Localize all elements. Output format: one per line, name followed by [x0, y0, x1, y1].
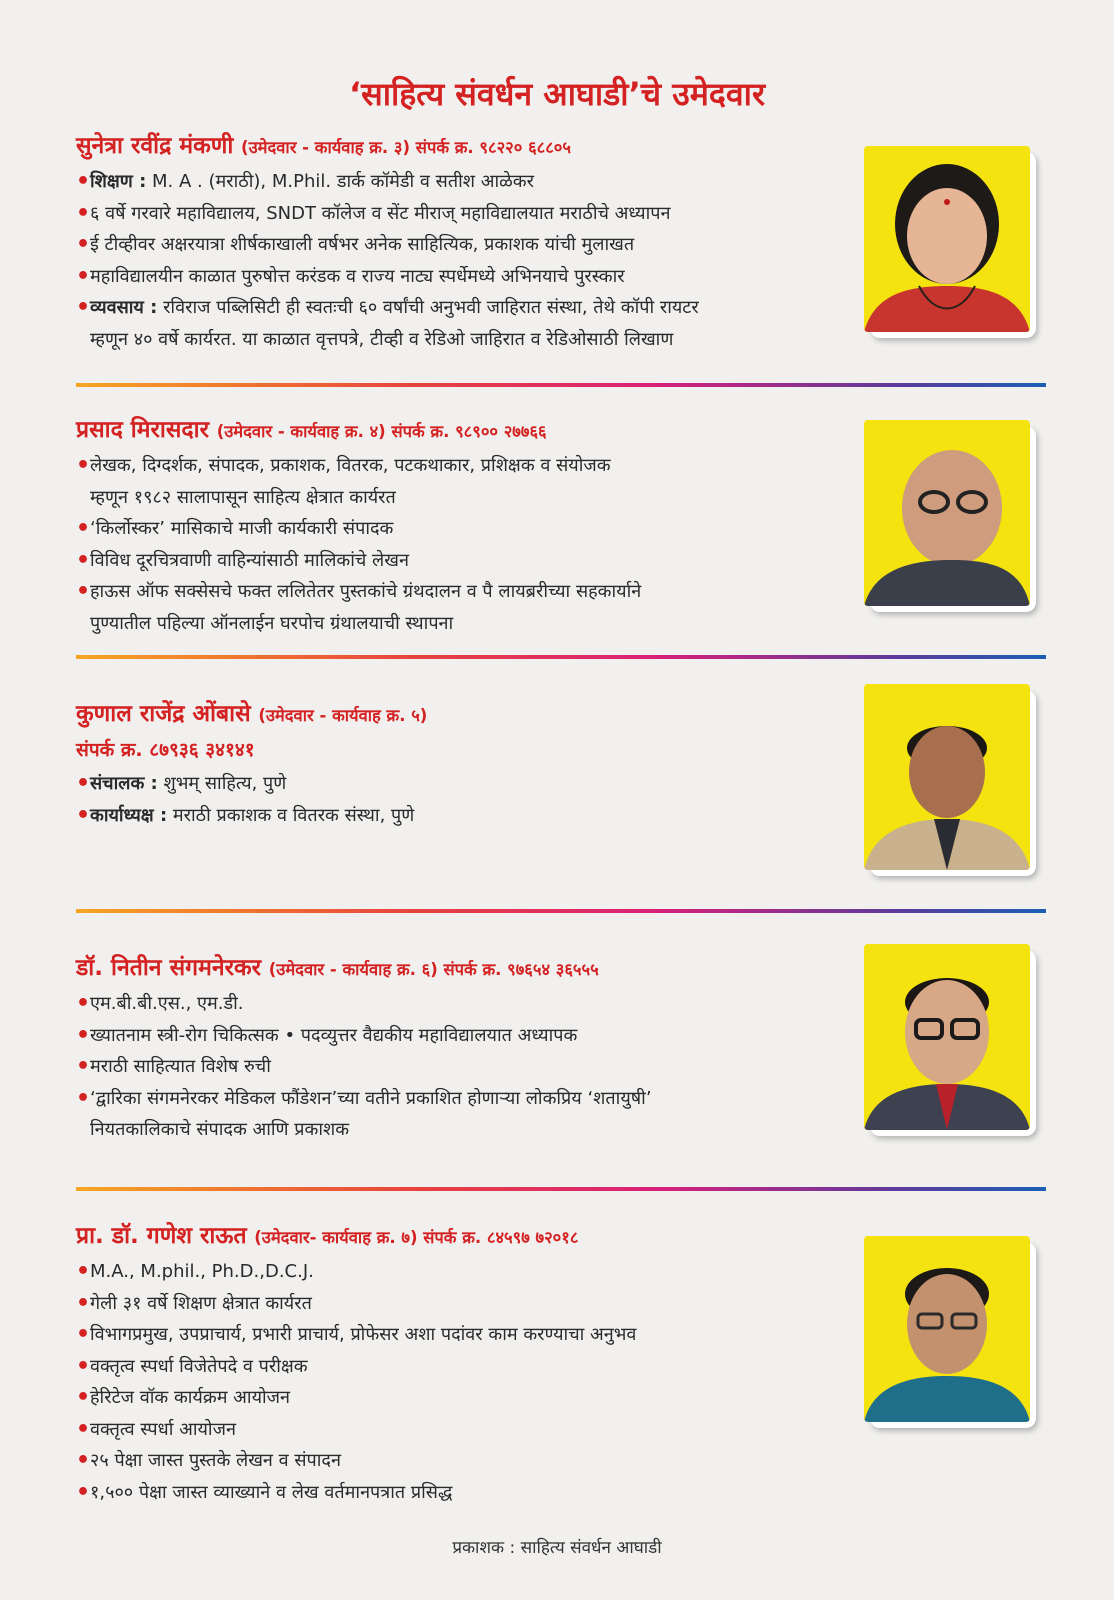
list-item	[76, 1477, 776, 1509]
candidate-points	[76, 450, 776, 639]
point-text-continued: नियतकालिकाचे संपादक आणि प्रकाशक	[90, 1119, 350, 1140]
footer-publisher: प्रकाशक : साहित्य संवर्धन आघाडी	[452, 1538, 662, 1558]
point-text: २५ पेक्षा जास्त पुस्तके लेखन व संपादन	[90, 1450, 341, 1471]
candidate-name: प्रा. डॉ. गणेश राऊत	[76, 1223, 247, 1249]
point-label: कार्याध्यक्ष :	[90, 804, 168, 826]
list-item	[76, 545, 776, 577]
candidate-photo-1	[864, 146, 1034, 336]
list-item	[76, 1382, 776, 1414]
point-text: ६ वर्षे गरवारे महाविद्यालय, SNDT कॉलेज व सेंट मीराज् महाविद्यालयात मराठीचे अध्यापन	[90, 202, 671, 224]
point-text: महाविद्यालयीन काळात पुरुषोत्त करंडक व राज्य नाट्य स्पर्धेमध्ये अभिनयाचे पुरस्कार	[90, 265, 625, 287]
section-divider	[76, 383, 1046, 387]
point-text: ‘द्वारिका संगमनेरकर मेडिकल फौंडेशन’च्या वतीने प्रकाशित होणाऱ्या लोकप्रिय ‘शतायुषी’	[90, 1087, 652, 1109]
candidate-name: सुनेत्रा रवींद्र मंकणी	[76, 133, 234, 159]
point-text: विभागप्रमुख, उपप्राचार्य, प्रभारी प्राचार्य, प्रोफेसर अशा पदांवर काम करण्याचा अनुभव	[90, 1324, 637, 1345]
point-text: हाऊस ऑफ सक्सेसचे फक्त ललितेतर पुस्तकांचे ग्रंथदालन व पै लायब्ररीच्या सहकार्याने	[90, 581, 642, 602]
candidate-meta: (उमेदवार - कार्यवाह क्र. ५)	[258, 706, 428, 725]
page-title: ‘साहित्य संवर्धन आघाडी’चे उमेदवार	[348, 75, 766, 113]
list-item	[76, 1256, 776, 1288]
list-item	[76, 576, 776, 639]
point-text: M.A., M.phil., Ph.D.,D.C.J.	[90, 1261, 314, 1282]
candidate-points	[76, 1256, 776, 1508]
section-divider	[76, 1187, 1046, 1191]
point-text: मराठी प्रकाशक व वितरक संस्था, पुणे	[167, 804, 415, 826]
list-item	[76, 1414, 776, 1446]
point-text: १,५०० पेक्षा जास्त व्याख्याने व लेख वर्तमानपत्रात प्रसिद्ध	[90, 1481, 453, 1503]
section-divider	[76, 909, 1046, 913]
candidate-portrait-man-icon	[864, 1236, 1030, 1422]
list-item	[76, 1319, 776, 1351]
candidate-portrait-man-icon	[864, 420, 1030, 606]
point-text: वक्तृत्व स्पर्धा विजेतेपदे व परीक्षक	[90, 1355, 308, 1377]
point-text: ख्यातनाम स्त्री-रोग चिकित्सक • पदव्युत्तर वैद्यकीय महाविद्यालयात अध्यापक	[90, 1024, 578, 1046]
point-text: एम.बी.बी.एस., एम.डी.	[90, 993, 244, 1014]
point-label: संचालक :	[90, 773, 158, 794]
point-text: ‘किर्लोस्कर’ मासिकाचे माजी कार्यकारी संपादक	[90, 518, 394, 539]
list-item	[76, 166, 776, 198]
candidate-photo-5	[864, 1236, 1034, 1426]
candidate-portrait-woman-icon	[864, 146, 1030, 332]
point-text: हेरिटेज वॉक कार्यक्रम आयोजन	[90, 1387, 291, 1408]
list-item	[76, 261, 776, 293]
point-text: विविध दूरचित्रवाणी वाहिन्यांसाठी मालिकांचे लेखन	[90, 549, 409, 571]
list-item	[76, 988, 776, 1020]
candidate-name: प्रसाद मिरासदार	[76, 417, 210, 443]
candidate-points	[76, 768, 776, 831]
point-text: शुभम् साहित्य, पुणे	[157, 773, 287, 794]
list-item	[76, 1351, 776, 1383]
point-text-continued: म्हणून ४० वर्षे कार्यरत. या काळात वृत्तपत्रे, टीव्ही व रेडिओ जाहिरात व रेडिओसाठी लिखाण	[90, 328, 674, 350]
point-text: रविराज पब्लिसिटी ही स्वतःची ६० वर्षांची अनुभवी जाहिरात संस्था, तेथे कॉपी रायटर	[157, 297, 699, 318]
candidate-meta: (उमेदवार - कार्यवाह क्र. ४) संपर्क क्र. ९८९०० २७७६६	[216, 422, 547, 441]
candidate-photo-4	[864, 944, 1034, 1134]
candidate-photo-3	[864, 684, 1034, 874]
candidate-name: कुणाल राजेंद्र ओंबासे	[76, 701, 251, 727]
list-item	[76, 229, 776, 261]
point-label: व्यवसाय :	[90, 297, 158, 318]
candidate-name: डॉ. नितीन संगमनेरकर	[76, 955, 262, 981]
candidate-points	[76, 166, 776, 355]
point-text: मराठी साहित्यात विशेष रुची	[90, 1056, 271, 1077]
point-text-continued: म्हणून १९८२ सालापासून साहित्य क्षेत्रात कार्यरत	[90, 486, 396, 508]
list-item	[76, 1020, 776, 1052]
list-item	[76, 1051, 776, 1083]
candidate-points	[76, 988, 776, 1146]
candidate-contact: संपर्क क्र. ८७९३६ ३४१४१	[76, 739, 255, 761]
candidate-meta: (उमेदवार - कार्यवाह क्र. ३) संपर्क क्र. ९८२२० ६८८०५	[241, 138, 571, 157]
point-text-continued: पुण्यातील पहिल्या ऑनलाईन घरपोच ग्रंथालयाची स्थापना	[90, 612, 454, 634]
candidate-portrait-man-icon	[864, 684, 1030, 870]
list-item	[76, 1288, 776, 1320]
list-item	[76, 800, 776, 832]
list-item	[76, 198, 776, 230]
point-text: लेखक, दिग्दर्शक, संपादक, प्रकाशक, वितरक, पटकथाकार, प्रशिक्षक व संयोजक	[90, 455, 611, 476]
list-item	[76, 450, 776, 513]
point-text: वक्तृत्व स्पर्धा आयोजन	[90, 1418, 236, 1440]
point-label: शिक्षण :	[90, 171, 147, 192]
list-item	[76, 1445, 776, 1477]
list-item	[76, 513, 776, 545]
candidate-portrait-man-icon	[864, 944, 1030, 1130]
list-item	[76, 768, 776, 800]
candidate-meta: (उमेदवार- कार्यवाह क्र. ७) संपर्क क्र. ८४५९७ ७२०१८	[254, 1228, 579, 1247]
candidate-meta: (उमेदवार - कार्यवाह क्र. ६) संपर्क क्र. ९७६५४ ३६५५५	[268, 960, 599, 979]
list-item	[76, 292, 776, 355]
list-item	[76, 1083, 776, 1146]
point-text: M. A . (मराठी), M.Phil. डार्क कॉमेडी व सतीश आळेकर	[146, 171, 534, 192]
section-divider	[76, 655, 1046, 659]
candidate-photo-2	[864, 420, 1034, 610]
point-text: ई टीव्हीवर अक्षरयात्रा शीर्षकाखाली वर्षभर अनेक साहित्यिक, प्रकाशक यांची मुलाखत	[90, 234, 635, 255]
point-text: गेली ३१ वर्षे शिक्षण क्षेत्रात कार्यरत	[90, 1292, 312, 1314]
